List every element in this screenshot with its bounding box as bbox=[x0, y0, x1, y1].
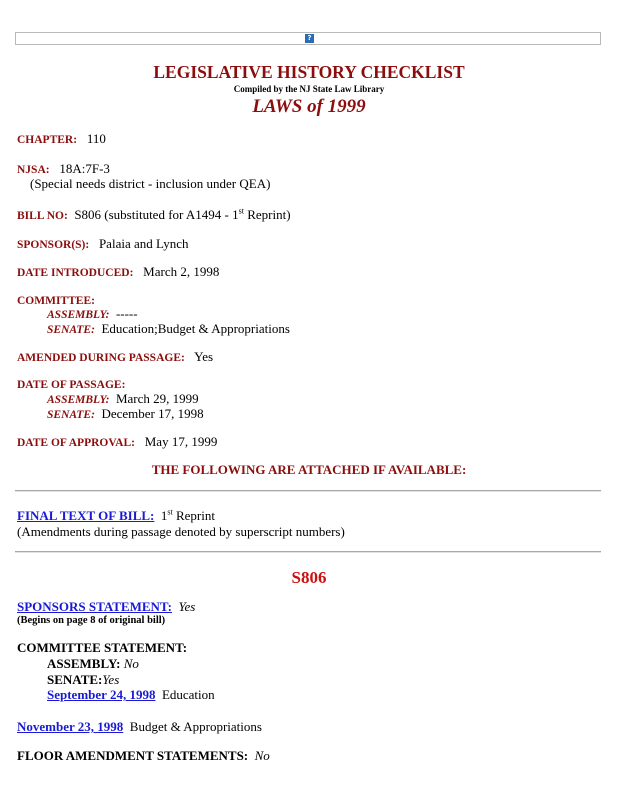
passage-senate-row bbox=[47, 406, 204, 422]
amended-label: AMENDED DURING PASSAGE: bbox=[17, 352, 185, 364]
introduced-label: DATE INTRODUCED: bbox=[17, 267, 134, 279]
laws-year: LAWS of 1999 bbox=[252, 96, 366, 117]
introduced-value: March 2, 1998 bbox=[143, 264, 220, 279]
cs-assembly-value: No bbox=[123, 656, 139, 671]
chapter-value: 110 bbox=[86, 131, 106, 146]
chapter-row bbox=[17, 131, 106, 147]
passage-senate-label: SENATE: bbox=[47, 409, 95, 421]
cs-link2-row bbox=[17, 719, 262, 735]
bill-row bbox=[17, 207, 291, 223]
final-text-sup: st bbox=[167, 507, 173, 517]
njsa-row bbox=[17, 161, 110, 177]
bill-value-b: Reprint) bbox=[243, 207, 291, 222]
committee-assembly-row bbox=[47, 306, 138, 322]
committee-senate-value: Education;Budget & Appropriations bbox=[101, 321, 290, 336]
approval-value: May 17, 1999 bbox=[144, 434, 218, 449]
passage-assembly-value: March 29, 1999 bbox=[115, 391, 199, 406]
cs-assembly-row bbox=[47, 656, 139, 672]
passage-label bbox=[17, 376, 125, 392]
amended-row bbox=[17, 349, 213, 365]
embedded-object-frame bbox=[15, 32, 601, 45]
njsa-note: (Special needs district - inclusion under QEA) bbox=[30, 176, 271, 191]
sponsors-value: Palaia and Lynch bbox=[98, 236, 189, 251]
bill-label: BILL NO: bbox=[17, 210, 68, 222]
passage-senate-value: December 17, 1998 bbox=[101, 406, 204, 421]
cs-link1-text: Education bbox=[161, 687, 215, 702]
sponsors-label: SPONSOR(S): bbox=[17, 239, 90, 251]
cs-senate-label: SENATE: bbox=[47, 672, 103, 687]
cs-assembly-label: ASSEMBLY: bbox=[47, 656, 121, 671]
attached-heading: THE FOLLOWING ARE ATTACHED IF AVAILABLE: bbox=[151, 462, 467, 477]
divider bbox=[15, 490, 601, 492]
committee-senate-label: SENATE: bbox=[47, 324, 95, 336]
committee-senate-row bbox=[47, 321, 290, 337]
bill-sup: st bbox=[238, 206, 244, 216]
cs-link2-text: Budget & Appropriations bbox=[129, 719, 262, 734]
help-icon[interactable]: ? bbox=[305, 34, 314, 43]
compiled-by: Compiled by the NJ State Law Library bbox=[233, 84, 385, 94]
passage-assembly-row bbox=[47, 391, 199, 407]
final-text-value bbox=[161, 508, 215, 523]
njsa-value: 18A:7F-3 bbox=[59, 161, 110, 176]
final-text-link[interactable]: FINAL TEXT OF BILL: bbox=[17, 508, 155, 523]
sponsors-statement-row bbox=[17, 599, 195, 615]
bill-heading: S806 bbox=[291, 568, 327, 587]
committee-assembly-value: ----- bbox=[115, 306, 138, 321]
cs-link1-row bbox=[47, 687, 215, 703]
final-text-value-pre: 1 bbox=[160, 508, 168, 523]
sponsors-statement-value: Yes bbox=[178, 599, 196, 614]
divider bbox=[15, 551, 601, 553]
page-title: LEGISLATIVE HISTORY CHECKLIST bbox=[153, 62, 465, 82]
bill-value bbox=[74, 207, 290, 222]
final-text-note: (Amendments during passage denoted by superscript numbers) bbox=[17, 524, 345, 539]
floor-row bbox=[17, 748, 270, 764]
sponsors-statement-note: (Begins on page 8 of original bill) bbox=[17, 615, 166, 626]
amended-value: Yes bbox=[194, 349, 214, 364]
committee-label-text: COMMITTEE: bbox=[17, 295, 95, 307]
bill-value-a: S806 (substituted for A1494 - 1 bbox=[74, 207, 239, 222]
cs-senate-row bbox=[47, 672, 119, 688]
approval-row bbox=[17, 434, 217, 450]
njsa-label: NJSA: bbox=[17, 164, 50, 176]
sponsors-statement-link[interactable]: SPONSORS STATEMENT: bbox=[17, 599, 172, 614]
passage-assembly-label: ASSEMBLY: bbox=[47, 394, 110, 406]
sponsors-row bbox=[17, 236, 188, 252]
chapter-label: CHAPTER: bbox=[17, 134, 78, 146]
september-24-1998-link[interactable]: September 24, 1998 bbox=[47, 687, 156, 702]
committee-assembly-label: ASSEMBLY: bbox=[47, 309, 110, 321]
floor-label: FLOOR AMENDMENT STATEMENTS: bbox=[17, 748, 249, 763]
november-23-1998-link[interactable]: November 23, 1998 bbox=[17, 719, 124, 734]
approval-label: DATE OF APPROVAL: bbox=[17, 437, 135, 449]
floor-value: No bbox=[254, 748, 270, 763]
introduced-row bbox=[17, 264, 219, 280]
final-text-value-post: Reprint bbox=[172, 508, 215, 523]
final-text-row bbox=[17, 508, 215, 524]
passage-label-text: DATE OF PASSAGE: bbox=[17, 379, 126, 391]
committee-statement-label: COMMITTEE STATEMENT: bbox=[17, 640, 188, 655]
cs-senate-value: Yes bbox=[102, 672, 120, 687]
